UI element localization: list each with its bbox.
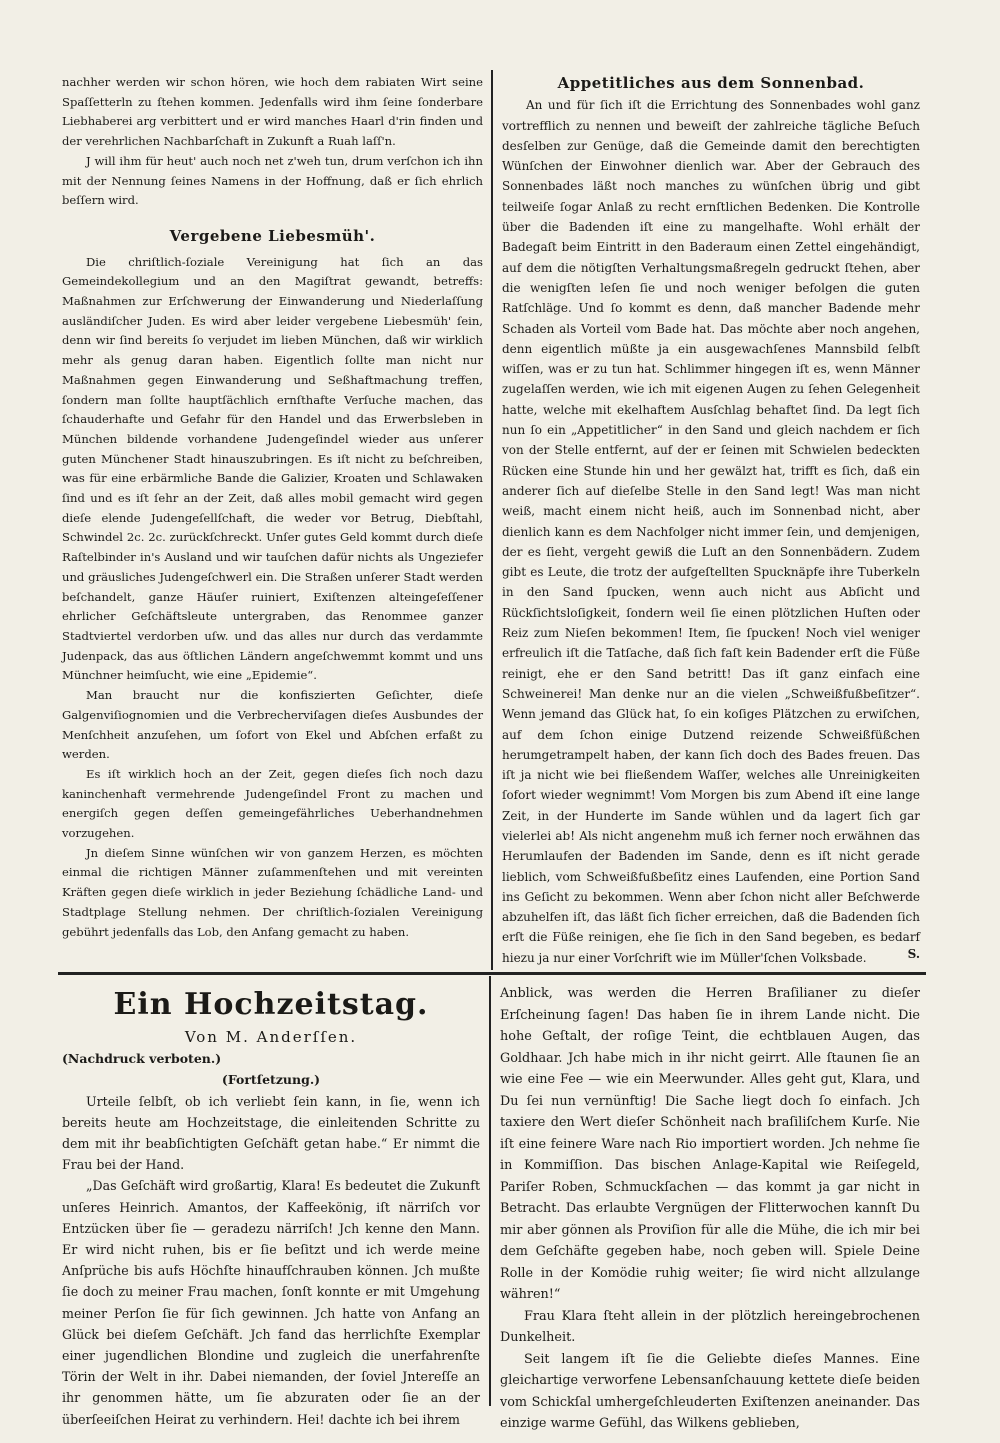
story-paragraph: Seit langem iſt ſie die Geliebte dieſes Mannes. Eine gleichartige verworfene Lebensanſchauung kettete dieſe beiden vom Schickſal umhergeſchleuderten Exiſtenzen aneinander. Das einzige warme Gefühl, das Wilkens geblieben, [500,1351,920,1431]
article-paragraph: Die chriſtlich-ſoziale Vereinigung hat ſich an das Gemeindekollegium und an den Magiſtrat gewandt, betreffs: Maßnahmen zur Erſchwerung der Einwanderung und Niederlaſſung ausländiſcher Juden. Es wird aber leider vergebene Liebesmüh' ſein, denn wir ſind bereits ſo verjudet im lieben München, daß wir wirklich mehr als genug daran haben. Eigentlich ſollte man nicht nur Maßnahmen gegen Einwanderung und Seßhaftmachung treffen, ſondern man ſollte hauptſächlich ernſthafte Verſuche machen, das ſchauderhafte und Gefahr für den Handel und das Erwerbsleben in München bildende vorhandene Judengeſindel wieder aus unſerer guten Münchener Stadt hinauszubringen. Es iſt nicht zu beſchreiben, was für eine erbärmliche Bande die Galizier, Kroaten und Schlawaken ſind und es iſt ſehr an der Zeit, daß alles mobil gemacht wird gegen dieſe elende Judengeſellſchaft, die weder vor Betrug, Diebſtahl, Schwindel 2c. 2c. zurückſchreckt. Unſer gutes Geld kommt durch dieſe Raſtelbinder in's Ausland und wir tauſchen dafür nichts als Ungeziefer und gräusliches Judengeſchwerl ein. Die Straßen unſerer Stadt werden beſchandelt, ganze Häuſer ruiniert, Exiſtenzen alteingeſeſſener ehrlicher Geſchäftsleute untergraben, das Renommee ganzer Stadtviertel verdorben uſw. und das alles nur durch das verdammte Judenpack, das aus öſtlichen Ländern angeſchwemmt kommt und uns Münchner heimſucht, wie eine „Epidemie“. [62,254,483,683]
article-paragraph: An und für ſich iſt die Errichtung des Sonnenbades wohl ganz vortrefflich zu nennen und beweiſt der zahlreiche tägliche Beſuch desſelben zur Genüge, daß die Gemeinde damit den berechtigten Wünſchen der Einwohner dienlich war. Aber der Gebrauch des Sonnenbades läßt noch manches zu wünſchen übrig und gibt teilweiſe ſogar Anlaß zu recht ernſtlichen Bedenken. Die Kontrolle über die Badenden iſt eine zu mangelhafte. Wohl erhält der Badegaſt beim Eintritt in den Baderaum einen Zettel eingehändigt, auf dem die nötigſten Verhaltungsmaßregeln gedruckt ſtehen, aber die wenigſten leſen ſie und noch weniger befolgen die guten Ratſchläge. Und ſo kommt es denn, daß mancher Badende mehr Schaden als Vorteil vom Bade hat. Das möchte aber noch angehen, denn eigentlich müßte ja ein ausgewachſenes Mannsbild ſelbſt wiſſen, was er zu tun hat. Schlimmer hingegen iſt es, wenn Männer zugelaſſen werden, wie ich mit eigenen Augen zu ſehen Gelegenheit hatte, welche mit ekelhaftem Ausſchlag behaftet ſind. Da legt ſich nun ſo ein „Appetitlicher“ in den Sand und gleich nachdem er ſich von der Stelle entfernt, auf der er ſeinen mit Schwielen bedeckten Rücken eine Stunde hin und her gewälzt hat, trifft es ſich, daß ein anderer ſich auf dieſelbe Stelle in den Sand legt! Was man nicht weiß, macht einem nicht heiß, auch im Sonnenbad nicht, aber dienlich kann es dem Nachfolger nicht immer ſein, und demjenigen, der es ſieht, vergeht gewiß die Luſt an den Sonnenbädern. Zudem gibt es Leute, die trotz der aufgeſtellten Spucknäpfe ihre Tuberkeln in den Sand ſpucken, wenn auch nicht aus Abſicht und Rückſichtsloſigkeit, ſondern weil ſie einen plötzlichen Huſten oder Reiz zum Nieſen bekommen! Item, ſie ſpucken! Noch viel weniger erfreulich iſt die Tatſache, daß ſich faſt kein Badender erſt die Füße reinigt, ehe er den Sand betritt! Das iſt ganz einfach eine Schweinerei! Man denke nur an die vielen „Schweißfußbeſitzer“. Wenn jemand das Glück hat, ſo ein koſiges Plätzchen zu erwiſchen, auf dem ſchon einige Dutzend reizende Schweißfüßchen herumgetrampelt haben, der kann ſich doch des Bades freuen. Das iſt ja nicht wie bei fließendem Waſſer, welches alle Unreinigkeiten ſofort wieder wegnimmt! Vom Morgen bis zum Abend iſt eine lange Zeit, in der Hunderte im Sande wühlen und da lagert ſich gar vielerlei ab! Als nicht angenehm muß ich ferner noch erwähnen das Herumlaufen der Badenden im Sande, denn es iſt nicht gerade lieblich, vom Schweißfußbeſitz eines Laufenden, eine Portion Sand ins Geſicht zu bekommen. Wenn aber ſchon nicht aller Beſchwerde abzuhelfen iſt, das läßt ſich ſicher erreichen, daß die Badenden ſich erſt die Füße reinigen, ehe ſie ſich in den Sand begeben, es bedarf hiezu ja nur einer Vorſchrift wie im Müller'ſchen Volksbade. [502,98,920,965]
article-heading-sonnenbad: Appetitliches aus dem Sonnenbad. [557,74,865,92]
article-heading-liebesmueh: Vergebene Liebesmüh'. [169,226,376,245]
story-paragraph: Urteile ſelbſt, ob ich verliebt ſein kann, in ſie, wenn ich bereits heute am Hochzeitstage, die einleitenden Schritte zu dem mit ihr beabſichtigten Geſchäft getan habe.“ Er nimmt die Frau bei der Hand. [62,1093,480,1173]
column-divider [489,976,491,1406]
story-byline: Von M. Anderſſen. [184,1028,358,1046]
column-divider [491,70,493,970]
article-paragraph: Es iſt wirklich hoch an der Zeit, gegen dieſes ſich noch dazu kaninchenhaft vermehrende Judengeſindel Front zu machen und energiſch gegen deſſen gemeingefährliches Ueberhandnehmen vorzugehen. [62,766,483,841]
reprint-note: (Nachdruck verboten.) [62,1051,222,1067]
continuation-note: (Fortſetzung.) [221,1072,321,1088]
story-title: Ein Hochzeitstag. [113,987,429,1022]
top-right-column [502,73,920,964]
bottom-left-column [62,983,480,1430]
article-paragraph: Man braucht nur die konfiszierten Geſichter, dieſe Galgenviſiognomien und die Verbrecherviſagen dieſes Ausbundes der Menſchheit anzuſehen, um ſofort von Ekel und Abſchen erfaßt zu werden. [62,688,483,762]
story-paragraph: Frau Klara ſteht allein in der plötzlich hereingebrochenen Dunkelheit. [500,1308,920,1345]
story-paragraph: „Das Geſchäft wird großartig, Klara! Es bedeutet die Zukunft unſeres Heinrich. Amantos, der Kaffeekönig, iſt närriſch vor Entzücken über ſie — geradezu närriſch! Jch kenne den Mann. Er wird nicht ruhen, bis er ſie beſitzt und ich werde meine Anſprüche bis aufs Höchſte hinaufſchrauben können. Jch mußte ſie doch zu meiner Frau machen, ſonſt konnte er mit Umgehung meiner Perſon ſie für ſich gewinnen. Jch hatte von Anfang an Glück bei dieſem Geſchäft. Jch fand das herrlichſte Exemplar einer jugendlichen Blondine und zugleich die unerfahrenſte Törin der Welt in ihr. Dabei niemanden, der ſoviel Jntereſſe an ihr genommen hätte, um ſie abzuraten oder ſie an der überſeeiſchen Heirat zu verhindern. Hei! dachte ich bei ihrem [62,1178,480,1427]
top-left-column [62,73,483,942]
bottom-right-column [500,983,920,1435]
story-paragraph: Anblick, was werden die Herren Braſilianer zu dieſer Erſcheinung ſagen! Das haben ſie in ihrem Lande nicht. Die hohe Geſtalt, der roſige Teint, die echtblauen Augen, das Goldhaar. Jch habe mich in ihr nicht geirrt. Alle ſtaunen ſie an wie eine Fee — wie ein Meerwunder. Alles geht gut, Klara, und Du ſei nun vernünftig! Die Sache liegt doch ſo einfach. Jch taxiere den Wert dieſer Schönheit nach braſiliſchem Kurſe. Nie iſt eine feinere Ware nach Rio importiert worden. Jch nehme ſie in Kommiſſion. Das bischen Anlage-Kapital wie Reiſegeld, Pariſer Roben, Schmuckſachen — das kommt ja gar nicht in Betracht. Das erlaubte Vergnügen der Flitterwochen kannſt Du mir aber gönnen als Proviſion für alle die Mühe, die ich mir bei dem Geſchäfte gegeben habe, noch geben will. Spiele Deine Rolle in der Komödie ruhig weiter; ſie wird nicht allzulange währen!“ [500,986,920,1302]
intro-paragraph: J will ihm für heut' auch noch net z'weh tun, drum verſchon ich ihn mit der Nennung ſeines Namens in der Hoffnung, daß er ſich ehrlich beſſern wird. [62,153,483,208]
article-signature: S. [907,947,920,962]
intro-paragraph: nachher werden wir schon hören, wie hoch dem rabiaten Wirt seine Spaſſetterln zu ſtehen kommen. Jedenfalls wird ihm ſeine ſonderbare Liebhaberei arg verbittert und er wird manches Haarl d'rin finden und der verehrlichen Nachbarſchaft in Zukunft a Ruah laſſ'n. [62,75,483,149]
article-paragraph: Jn dieſem Sinne wünſchen wir von ganzem Herzen, es möchten einmal die richtigen Männer zuſammenſtehen und mit vereinten Kräften gegen dieſe wirklich in jeder Beziehung ſchädliche Land- und Stadtplage Stellung nehmen. Der chriſtlich-ſozialen Vereinigung gebührt jedenfalls das Lob, den Anfang gemacht zu haben. [62,845,483,939]
section-divider [58,972,926,975]
